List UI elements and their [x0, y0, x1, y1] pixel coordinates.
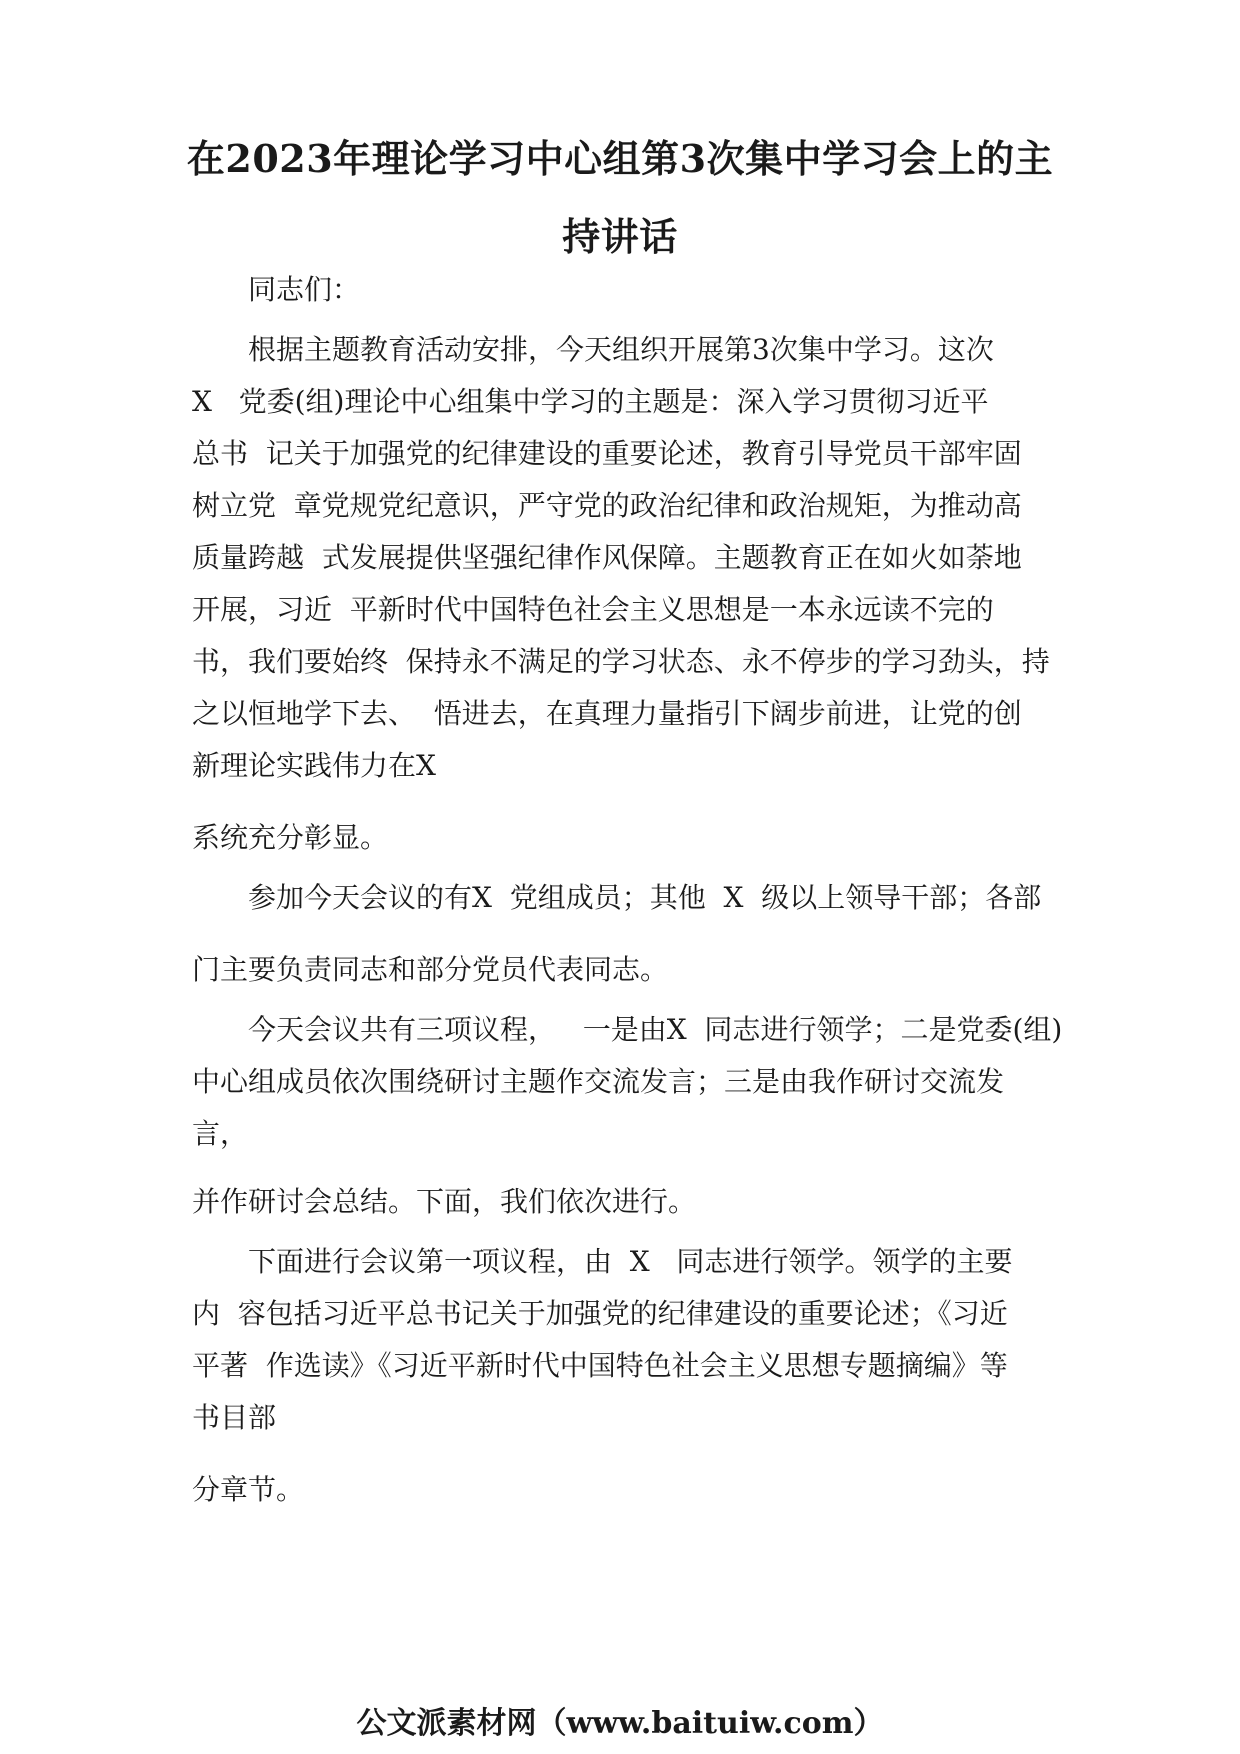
paragraph-line: 今天会议共有三项议程， 一是由X 同志进行领学；二是党委(组) — [248, 1013, 1063, 1046]
paragraph-line: 开展，习近 平新时代中国特色社会主义思想是一本永远读不完的 — [192, 593, 994, 626]
document-title-line-2: 持讲话 — [562, 214, 678, 259]
paragraph-line: 书目部 — [192, 1401, 277, 1434]
salutation: 同志们： — [248, 273, 361, 306]
paragraph-line: 之以恒地学下去、 悟进去，在真理力量指引下阔步前进，让党的创 — [192, 697, 1022, 730]
paragraph-line: 根据主题教育活动安排，今天组织开展第3次集中学习。这次 — [248, 333, 994, 366]
paragraph-line: 平著 作选读》《习近平新时代中国特色社会主义思想专题摘编》等 — [192, 1349, 1008, 1382]
paragraph-line: 言， — [192, 1117, 249, 1150]
paragraph-line: 新理论实践伟力在X — [192, 749, 436, 782]
paragraph-line: X 党委(组)理论中心组集中学习的主题是：深入学习贯彻习近平 — [192, 385, 989, 418]
paragraph-line: 内 容包括习近平总书记关于加强党的纪律建设的重要论述；《习近 — [192, 1297, 1008, 1330]
document-title-line-1: 在2023年理论学习中心组第3次集中学习会上的主 — [186, 136, 1054, 181]
paragraph-line: 并作研讨会总结。下面，我们依次进行。 — [192, 1185, 697, 1218]
paragraph-line: 树立党 章党规党纪意识，严守党的政治纪律和政治规矩，为推动高 — [192, 489, 1022, 522]
paragraph-line: 门主要负责同志和部分党员代表同志。 — [192, 953, 669, 986]
paragraph-line: 书，我们要始终 保持永不满足的学习状态、永不停步的学习劲头，持 — [192, 645, 1050, 678]
paragraph-line: 参加今天会议的有X 党组成员；其他 X 级以上领导干部；各部 — [248, 881, 1042, 914]
paragraph-line: 系统充分彰显。 — [192, 821, 389, 854]
paragraph-line: 中心组成员依次围绕研讨主题作交流发言；三是由我作研讨交流发 — [192, 1065, 1005, 1098]
paragraph-line: 下面进行会议第一项议程，由 X 同志进行领学。领学的主要 — [248, 1245, 1013, 1278]
footer-watermark: 公文派素材网（www.baituiw.com） — [356, 1706, 884, 1741]
paragraph-line: 分章节。 — [192, 1473, 305, 1506]
paragraph-line: 总书 记关于加强党的纪律建设的重要论述，教育引导党员干部牢固 — [192, 437, 1022, 470]
paragraph-line: 质量跨越 式发展提供坚强纪律作风保障。主题教育正在如火如荼地 — [192, 541, 1022, 574]
